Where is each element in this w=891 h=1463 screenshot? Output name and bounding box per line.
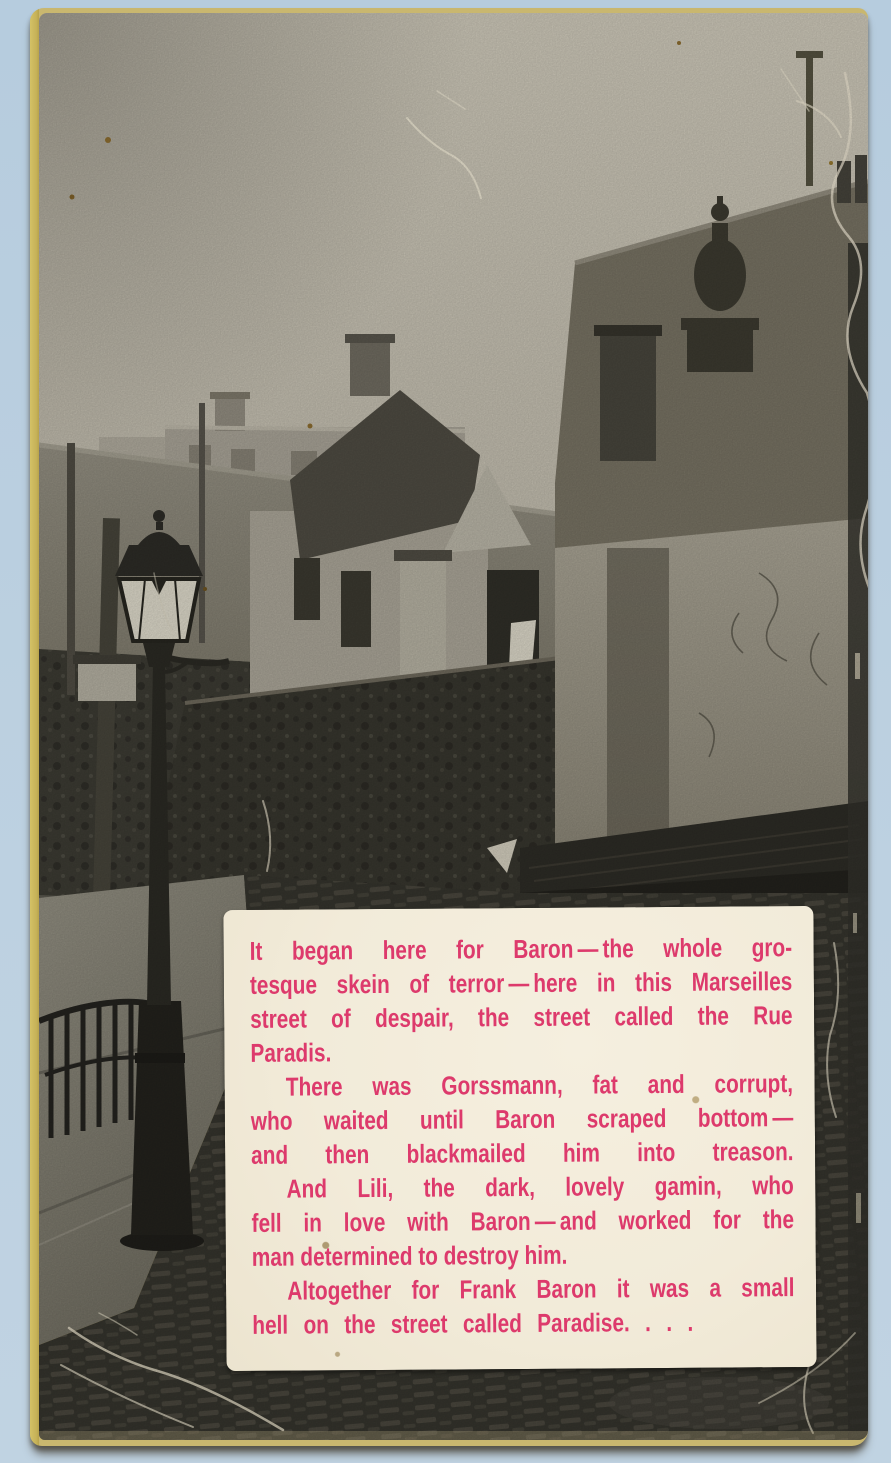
blurb-line: hell on the street called Paradise. . . . — [252, 1306, 694, 1340]
blurb-line: man determined to destroy him. — [251, 1239, 568, 1272]
blurb-line: tesque skein of terror — here in this Marseilles — [249, 966, 793, 1000]
blurb-line: fell in love with Baron — and worked for the — [251, 1204, 795, 1238]
blurb-line: It began here for Baron — the whole gro- — [249, 932, 793, 966]
blurb-line: street of despair, the street called the Rue — [250, 1000, 793, 1034]
page-edge-strip — [30, 8, 39, 1446]
blurb-line: And Lili, the dark, lovely gamin, who — [286, 1170, 794, 1204]
blurb-line: who waited until Baron scraped bottom — — [250, 1102, 794, 1136]
blurb-box — [223, 906, 816, 1371]
blurb-line: Paradis. — [250, 1037, 332, 1068]
blurb-text — [250, 930, 795, 1342]
blurb-line: and then blackmailed him into treason. — [251, 1136, 794, 1170]
blurb-line: Altogether for Frank Baron it was a small — [287, 1272, 795, 1306]
book-back-cover — [30, 8, 868, 1446]
blurb-line: There was Gorssmann, fat and corrupt, — [285, 1068, 794, 1102]
